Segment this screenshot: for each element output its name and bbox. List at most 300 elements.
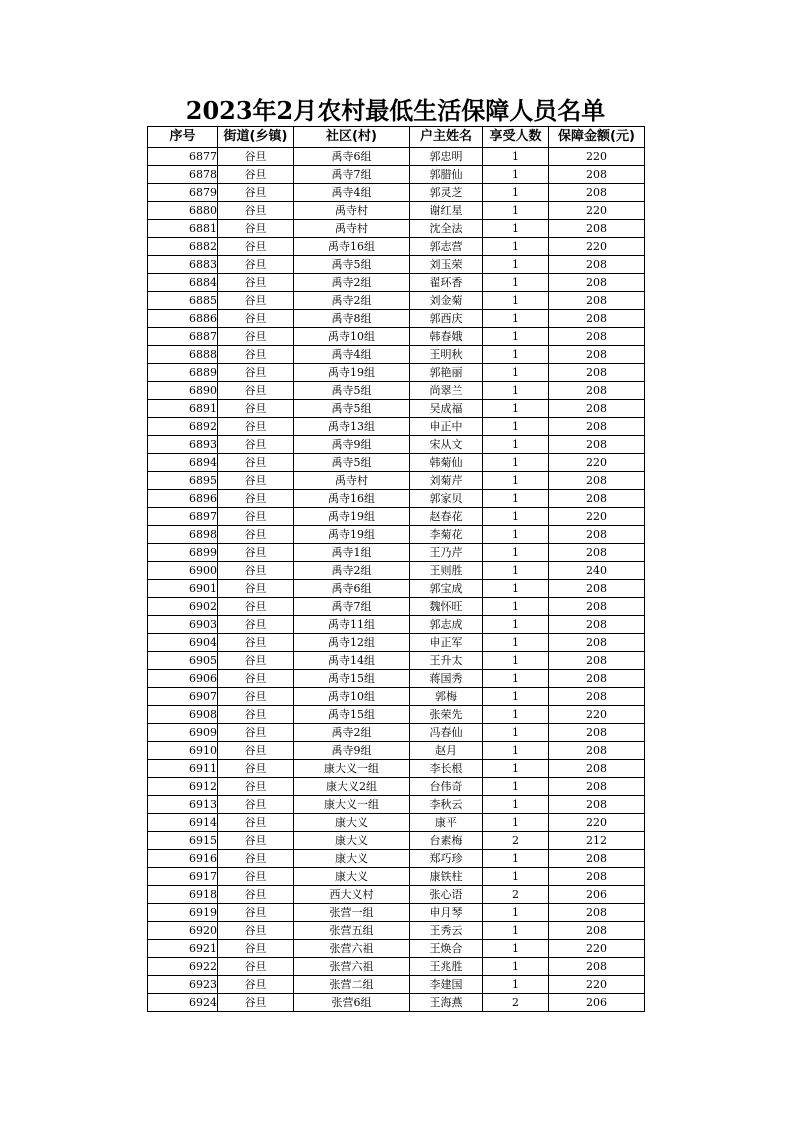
cell-householder-name: 韩春娥 [410, 328, 483, 346]
cell-beneficiary-count: 1 [483, 274, 549, 292]
cell-beneficiary-count: 1 [483, 868, 549, 886]
cell-subsidy-amount: 208 [549, 724, 645, 742]
table-row [148, 418, 645, 436]
table-row [148, 670, 645, 688]
cell-beneficiary-count: 1 [483, 238, 549, 256]
cell-subsidy-amount: 208 [549, 184, 645, 202]
cell-street-township: 谷旦 [218, 958, 294, 976]
cell-community-village: 禹寺14组 [294, 652, 410, 670]
table-row [148, 742, 645, 760]
cell-beneficiary-count: 1 [483, 652, 549, 670]
cell-serial-number: 6882 [148, 238, 218, 256]
table-row [148, 580, 645, 598]
cell-serial-number: 6879 [148, 184, 218, 202]
cell-street-township: 谷旦 [218, 598, 294, 616]
cell-householder-name: 韩菊仙 [410, 454, 483, 472]
table-row [148, 562, 645, 580]
cell-serial-number: 6898 [148, 526, 218, 544]
cell-beneficiary-count: 1 [483, 310, 549, 328]
cell-beneficiary-count: 1 [483, 724, 549, 742]
table-row [148, 310, 645, 328]
table-row [148, 796, 645, 814]
cell-street-township: 谷旦 [218, 526, 294, 544]
cell-beneficiary-count: 1 [483, 346, 549, 364]
cell-beneficiary-count: 1 [483, 814, 549, 832]
cell-street-township: 谷旦 [218, 688, 294, 706]
cell-street-township: 谷旦 [218, 364, 294, 382]
cell-beneficiary-count: 1 [483, 634, 549, 652]
cell-serial-number: 6899 [148, 544, 218, 562]
cell-householder-name: 申正中 [410, 418, 483, 436]
cell-beneficiary-count: 1 [483, 454, 549, 472]
cell-street-township: 谷旦 [218, 562, 294, 580]
cell-beneficiary-count: 1 [483, 706, 549, 724]
cell-community-village: 康大义 [294, 832, 410, 850]
cell-subsidy-amount: 208 [549, 652, 645, 670]
cell-subsidy-amount: 208 [549, 256, 645, 274]
cell-householder-name: 康铁柱 [410, 868, 483, 886]
table-row [148, 886, 645, 904]
cell-community-village: 禹寺5组 [294, 256, 410, 274]
cell-beneficiary-count: 1 [483, 382, 549, 400]
cell-subsidy-amount: 208 [549, 796, 645, 814]
cell-householder-name: 郭腊仙 [410, 166, 483, 184]
cell-subsidy-amount: 208 [549, 742, 645, 760]
cell-subsidy-amount: 208 [549, 616, 645, 634]
cell-serial-number: 6918 [148, 886, 218, 904]
table-row [148, 598, 645, 616]
cell-street-township: 谷旦 [218, 400, 294, 418]
table-row [148, 814, 645, 832]
cell-householder-name: 冯春仙 [410, 724, 483, 742]
cell-serial-number: 6910 [148, 742, 218, 760]
cell-community-village: 禹寺16组 [294, 238, 410, 256]
cell-serial-number: 6888 [148, 346, 218, 364]
table-row [148, 256, 645, 274]
cell-householder-name: 魏怀旺 [410, 598, 483, 616]
cell-serial-number: 6923 [148, 976, 218, 994]
cell-street-township: 谷旦 [218, 616, 294, 634]
table-row [148, 292, 645, 310]
cell-street-township: 谷旦 [218, 922, 294, 940]
cell-subsidy-amount: 220 [549, 976, 645, 994]
cell-street-township: 谷旦 [218, 778, 294, 796]
table-row [148, 994, 645, 1012]
cell-street-township: 谷旦 [218, 202, 294, 220]
cell-serial-number: 6906 [148, 670, 218, 688]
cell-serial-number: 6904 [148, 634, 218, 652]
cell-street-township: 谷旦 [218, 184, 294, 202]
cell-subsidy-amount: 208 [549, 580, 645, 598]
cell-beneficiary-count: 1 [483, 418, 549, 436]
table-row [148, 346, 645, 364]
cell-householder-name: 尚翠兰 [410, 382, 483, 400]
header-beneficiary-count: 享受人数 [483, 127, 549, 148]
cell-serial-number: 6902 [148, 598, 218, 616]
cell-community-village: 禹寺村 [294, 202, 410, 220]
cell-subsidy-amount: 208 [549, 904, 645, 922]
cell-serial-number: 6897 [148, 508, 218, 526]
cell-subsidy-amount: 208 [549, 634, 645, 652]
cell-community-village: 康大义 [294, 814, 410, 832]
cell-street-township: 谷旦 [218, 940, 294, 958]
cell-subsidy-amount: 206 [549, 994, 645, 1012]
cell-householder-name: 王兆胜 [410, 958, 483, 976]
table-row [148, 652, 645, 670]
cell-subsidy-amount: 220 [549, 706, 645, 724]
cell-householder-name: 台伟奇 [410, 778, 483, 796]
cell-beneficiary-count: 1 [483, 526, 549, 544]
cell-subsidy-amount: 208 [549, 220, 645, 238]
table-row [148, 238, 645, 256]
header-subsidy-amount: 保障金额(元) [549, 127, 645, 148]
cell-beneficiary-count: 1 [483, 400, 549, 418]
cell-street-township: 谷旦 [218, 670, 294, 688]
cell-householder-name: 王秀云 [410, 922, 483, 940]
cell-beneficiary-count: 2 [483, 994, 549, 1012]
cell-subsidy-amount: 208 [549, 850, 645, 868]
cell-householder-name: 王乃芹 [410, 544, 483, 562]
cell-householder-name: 郭志营 [410, 238, 483, 256]
cell-community-village: 禹寺2组 [294, 292, 410, 310]
cell-householder-name: 张荣先 [410, 706, 483, 724]
table-row [148, 634, 645, 652]
cell-community-village: 禹寺4组 [294, 184, 410, 202]
cell-beneficiary-count: 1 [483, 256, 549, 274]
table-row [148, 508, 645, 526]
cell-serial-number: 6913 [148, 796, 218, 814]
cell-serial-number: 6901 [148, 580, 218, 598]
cell-community-village: 禹寺10组 [294, 688, 410, 706]
table-row [148, 364, 645, 382]
table-row [148, 778, 645, 796]
cell-serial-number: 6881 [148, 220, 218, 238]
cell-community-village: 禹寺19组 [294, 508, 410, 526]
cell-community-village: 康大义2组 [294, 778, 410, 796]
cell-subsidy-amount: 208 [549, 490, 645, 508]
table-row [148, 328, 645, 346]
cell-serial-number: 6878 [148, 166, 218, 184]
cell-beneficiary-count: 1 [483, 940, 549, 958]
cell-serial-number: 6917 [148, 868, 218, 886]
table-row [148, 400, 645, 418]
cell-beneficiary-count: 1 [483, 580, 549, 598]
cell-street-township: 谷旦 [218, 706, 294, 724]
cell-subsidy-amount: 240 [549, 562, 645, 580]
cell-serial-number: 6884 [148, 274, 218, 292]
cell-householder-name: 李建国 [410, 976, 483, 994]
cell-subsidy-amount: 208 [549, 778, 645, 796]
cell-subsidy-amount: 206 [549, 886, 645, 904]
header-serial-number: 序号 [148, 127, 218, 148]
cell-subsidy-amount: 220 [549, 940, 645, 958]
cell-community-village: 西大义村 [294, 886, 410, 904]
cell-community-village: 康大义 [294, 850, 410, 868]
cell-street-township: 谷旦 [218, 490, 294, 508]
cell-subsidy-amount: 208 [549, 868, 645, 886]
cell-householder-name: 李秋云 [410, 796, 483, 814]
cell-beneficiary-count: 2 [483, 832, 549, 850]
cell-subsidy-amount: 208 [549, 400, 645, 418]
cell-serial-number: 6893 [148, 436, 218, 454]
header-street-township: 街道(乡镇) [218, 127, 294, 148]
cell-street-township: 谷旦 [218, 832, 294, 850]
cell-street-township: 谷旦 [218, 508, 294, 526]
cell-householder-name: 赵月 [410, 742, 483, 760]
table-row [148, 202, 645, 220]
table-row [148, 382, 645, 400]
cell-street-township: 谷旦 [218, 166, 294, 184]
cell-serial-number: 6880 [148, 202, 218, 220]
cell-subsidy-amount: 208 [549, 760, 645, 778]
cell-subsidy-amount: 208 [549, 382, 645, 400]
cell-subsidy-amount: 208 [549, 526, 645, 544]
cell-serial-number: 6922 [148, 958, 218, 976]
cell-householder-name: 郭宝成 [410, 580, 483, 598]
cell-beneficiary-count: 1 [483, 778, 549, 796]
cell-householder-name: 郑巧珍 [410, 850, 483, 868]
cell-serial-number: 6915 [148, 832, 218, 850]
cell-community-village: 禹寺19组 [294, 526, 410, 544]
cell-serial-number: 6900 [148, 562, 218, 580]
cell-serial-number: 6914 [148, 814, 218, 832]
cell-community-village: 禹寺5组 [294, 454, 410, 472]
cell-street-township: 谷旦 [218, 328, 294, 346]
cell-serial-number: 6907 [148, 688, 218, 706]
table-row [148, 850, 645, 868]
cell-beneficiary-count: 1 [483, 958, 549, 976]
cell-street-township: 谷旦 [218, 454, 294, 472]
cell-householder-name: 张心语 [410, 886, 483, 904]
table-row [148, 940, 645, 958]
cell-beneficiary-count: 1 [483, 760, 549, 778]
cell-community-village: 张营六祖 [294, 940, 410, 958]
cell-community-village: 禹寺9组 [294, 436, 410, 454]
cell-community-village: 张营五组 [294, 922, 410, 940]
cell-householder-name: 蒋国秀 [410, 670, 483, 688]
cell-beneficiary-count: 1 [483, 742, 549, 760]
cell-subsidy-amount: 208 [549, 292, 645, 310]
cell-street-township: 谷旦 [218, 472, 294, 490]
cell-householder-name: 郭艳丽 [410, 364, 483, 382]
cell-beneficiary-count: 1 [483, 472, 549, 490]
cell-householder-name: 赵春花 [410, 508, 483, 526]
cell-street-township: 谷旦 [218, 580, 294, 598]
cell-serial-number: 6885 [148, 292, 218, 310]
cell-subsidy-amount: 208 [549, 418, 645, 436]
cell-street-township: 谷旦 [218, 148, 294, 166]
cell-beneficiary-count: 1 [483, 328, 549, 346]
cell-subsidy-amount: 208 [549, 472, 645, 490]
cell-beneficiary-count: 1 [483, 508, 549, 526]
cell-community-village: 禹寺19组 [294, 364, 410, 382]
cell-beneficiary-count: 1 [483, 436, 549, 454]
table-row [148, 868, 645, 886]
cell-street-township: 谷旦 [218, 886, 294, 904]
cell-street-township: 谷旦 [218, 346, 294, 364]
cell-householder-name: 王升太 [410, 652, 483, 670]
table-row [148, 544, 645, 562]
cell-serial-number: 6909 [148, 724, 218, 742]
cell-beneficiary-count: 1 [483, 796, 549, 814]
table-row [148, 724, 645, 742]
table-row [148, 148, 645, 166]
cell-serial-number: 6892 [148, 418, 218, 436]
table-row [148, 454, 645, 472]
cell-subsidy-amount: 208 [549, 598, 645, 616]
table-row [148, 922, 645, 940]
cell-beneficiary-count: 1 [483, 688, 549, 706]
cell-serial-number: 6903 [148, 616, 218, 634]
cell-householder-name: 王明秋 [410, 346, 483, 364]
cell-street-township: 谷旦 [218, 760, 294, 778]
cell-serial-number: 6908 [148, 706, 218, 724]
header-community-village: 社区(村) [294, 127, 410, 148]
cell-householder-name: 申月琴 [410, 904, 483, 922]
cell-community-village: 禹寺6组 [294, 148, 410, 166]
cell-householder-name: 王海燕 [410, 994, 483, 1012]
cell-householder-name: 王则胜 [410, 562, 483, 580]
cell-community-village: 禹寺8组 [294, 310, 410, 328]
cell-serial-number: 6895 [148, 472, 218, 490]
cell-subsidy-amount: 220 [549, 238, 645, 256]
table-row [148, 976, 645, 994]
cell-community-village: 张营二组 [294, 976, 410, 994]
cell-householder-name: 宋从文 [410, 436, 483, 454]
cell-street-township: 谷旦 [218, 796, 294, 814]
cell-community-village: 禹寺2组 [294, 562, 410, 580]
cell-beneficiary-count: 1 [483, 562, 549, 580]
table-row [148, 166, 645, 184]
cell-householder-name: 吴成福 [410, 400, 483, 418]
cell-subsidy-amount: 208 [549, 688, 645, 706]
cell-community-village: 张营六祖 [294, 958, 410, 976]
cell-street-township: 谷旦 [218, 238, 294, 256]
cell-street-township: 谷旦 [218, 814, 294, 832]
table-row [148, 958, 645, 976]
cell-street-township: 谷旦 [218, 382, 294, 400]
cell-community-village: 禹寺4组 [294, 346, 410, 364]
table-row [148, 472, 645, 490]
cell-serial-number: 6887 [148, 328, 218, 346]
cell-community-village: 张营6组 [294, 994, 410, 1012]
cell-street-township: 谷旦 [218, 742, 294, 760]
cell-street-township: 谷旦 [218, 904, 294, 922]
cell-subsidy-amount: 220 [549, 814, 645, 832]
table-row [148, 184, 645, 202]
cell-householder-name: 郭忠明 [410, 148, 483, 166]
cell-serial-number: 6890 [148, 382, 218, 400]
cell-community-village: 禹寺15组 [294, 670, 410, 688]
cell-street-township: 谷旦 [218, 256, 294, 274]
cell-beneficiary-count: 1 [483, 850, 549, 868]
cell-beneficiary-count: 1 [483, 598, 549, 616]
cell-street-township: 谷旦 [218, 634, 294, 652]
cell-householder-name: 郭梅 [410, 688, 483, 706]
cell-community-village: 禹寺村 [294, 472, 410, 490]
cell-householder-name: 郭灵芝 [410, 184, 483, 202]
cell-beneficiary-count: 1 [483, 904, 549, 922]
cell-subsidy-amount: 208 [549, 364, 645, 382]
cell-beneficiary-count: 1 [483, 166, 549, 184]
cell-community-village: 禹寺5组 [294, 400, 410, 418]
cell-street-township: 谷旦 [218, 436, 294, 454]
cell-subsidy-amount: 208 [549, 436, 645, 454]
cell-serial-number: 6912 [148, 778, 218, 796]
cell-street-township: 谷旦 [218, 976, 294, 994]
cell-serial-number: 6924 [148, 994, 218, 1012]
page-title: 2023年2月农村最低生活保障人员名单 [185, 96, 606, 125]
cell-householder-name: 申正军 [410, 634, 483, 652]
cell-street-township: 谷旦 [218, 868, 294, 886]
cell-subsidy-amount: 208 [549, 346, 645, 364]
table-row [148, 490, 645, 508]
cell-beneficiary-count: 1 [483, 922, 549, 940]
cell-street-township: 谷旦 [218, 418, 294, 436]
cell-serial-number: 6889 [148, 364, 218, 382]
table-row [148, 526, 645, 544]
cell-community-village: 禹寺7组 [294, 166, 410, 184]
cell-serial-number: 6894 [148, 454, 218, 472]
cell-community-village: 禹寺7组 [294, 598, 410, 616]
cell-community-village: 禹寺1组 [294, 544, 410, 562]
cell-householder-name: 李长根 [410, 760, 483, 778]
table-body [148, 148, 645, 1012]
cell-beneficiary-count: 1 [483, 490, 549, 508]
cell-street-township: 谷旦 [218, 310, 294, 328]
cell-householder-name: 沈全法 [410, 220, 483, 238]
cell-beneficiary-count: 1 [483, 220, 549, 238]
cell-community-village: 康大义一组 [294, 796, 410, 814]
cell-serial-number: 6920 [148, 922, 218, 940]
cell-community-village: 禹寺5组 [294, 382, 410, 400]
cell-beneficiary-count: 1 [483, 364, 549, 382]
cell-beneficiary-count: 1 [483, 616, 549, 634]
cell-householder-name: 翟环香 [410, 274, 483, 292]
cell-street-township: 谷旦 [218, 652, 294, 670]
cell-street-township: 谷旦 [218, 544, 294, 562]
cell-serial-number: 6905 [148, 652, 218, 670]
table-row [148, 616, 645, 634]
cell-community-village: 禹寺9组 [294, 742, 410, 760]
cell-serial-number: 6916 [148, 850, 218, 868]
cell-householder-name: 李菊花 [410, 526, 483, 544]
table-row [148, 688, 645, 706]
cell-subsidy-amount: 208 [549, 328, 645, 346]
table-row [148, 436, 645, 454]
cell-serial-number: 6877 [148, 148, 218, 166]
table-row [148, 904, 645, 922]
cell-beneficiary-count: 1 [483, 184, 549, 202]
cell-community-village: 禹寺2组 [294, 724, 410, 742]
cell-beneficiary-count: 1 [483, 544, 549, 562]
cell-serial-number: 6886 [148, 310, 218, 328]
cell-serial-number: 6896 [148, 490, 218, 508]
cell-beneficiary-count: 1 [483, 670, 549, 688]
cell-community-village: 禹寺12组 [294, 634, 410, 652]
cell-community-village: 禹寺6组 [294, 580, 410, 598]
table-row [148, 832, 645, 850]
cell-community-village: 禹寺15组 [294, 706, 410, 724]
table-row [148, 706, 645, 724]
cell-householder-name: 王焕合 [410, 940, 483, 958]
cell-subsidy-amount: 208 [549, 274, 645, 292]
cell-community-village: 张营一组 [294, 904, 410, 922]
cell-subsidy-amount: 208 [549, 670, 645, 688]
cell-subsidy-amount: 220 [549, 148, 645, 166]
cell-subsidy-amount: 208 [549, 958, 645, 976]
cell-serial-number: 6919 [148, 904, 218, 922]
